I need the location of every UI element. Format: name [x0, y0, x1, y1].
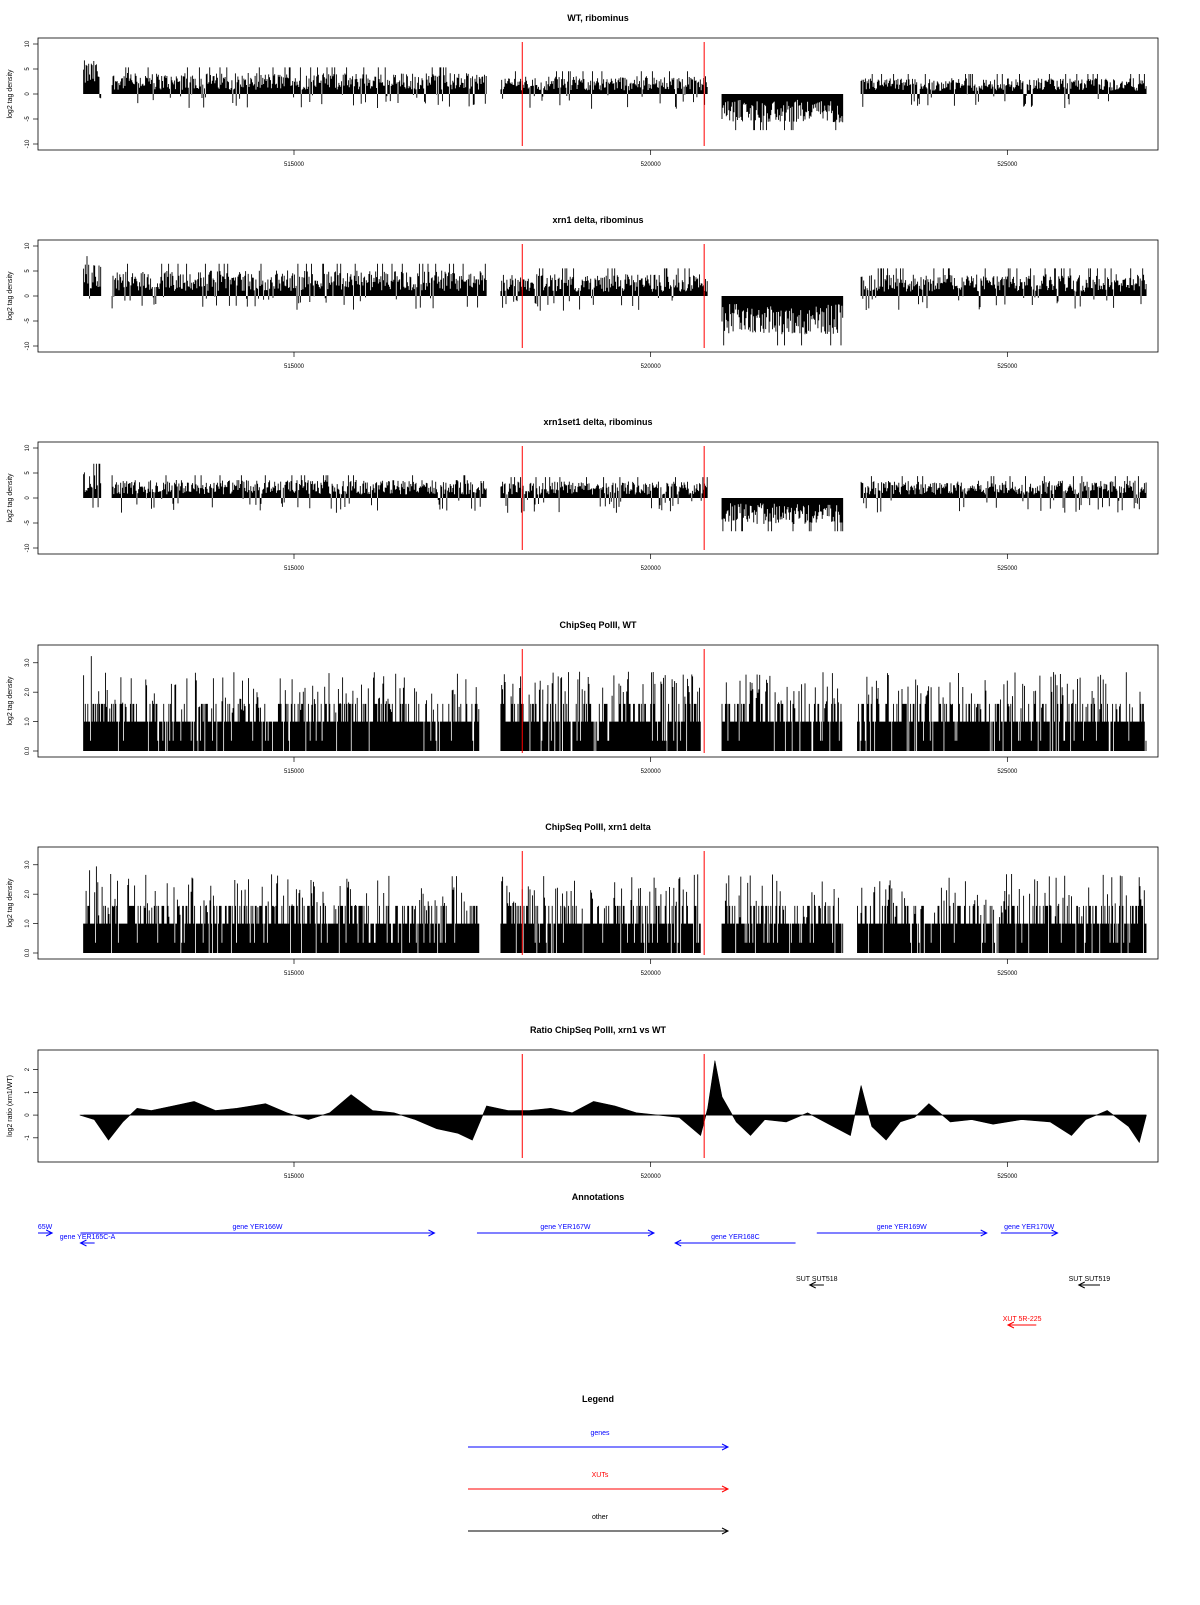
feature-label: gene YER166W [232, 1224, 283, 1231]
panel-title: xrn1set1 delta, ribominus [543, 417, 653, 427]
chart-panel-3 [7, 417, 1158, 572]
y-tick-label: 0 [25, 92, 31, 96]
feature-label: SUT SUT519 [1068, 1276, 1111, 1283]
x-tick-label: 520000 [640, 162, 661, 168]
y-tick-label: 3.0 [25, 658, 31, 667]
x-tick-label: 520000 [640, 566, 661, 572]
y-axis-label: log2 tag density [7, 271, 14, 321]
x-tick-label: 525000 [997, 364, 1018, 370]
x-tick-label: 520000 [640, 971, 661, 977]
panel-title: Ratio ChipSeq PolII, xrn1 vs WT [529, 1025, 667, 1035]
y-tick-label: 1.0 [25, 919, 31, 928]
y-axis-label: log2 tag density [7, 473, 14, 523]
y-tick-label: 10 [25, 40, 31, 48]
legend-label: XUTs [591, 1472, 609, 1479]
data-bars [84, 866, 1146, 953]
y-tick-label: -5 [25, 520, 31, 526]
y-tick-label: 3.0 [25, 860, 31, 869]
x-tick-label: 515000 [283, 1174, 305, 1180]
feature-label: 65W [37, 1224, 53, 1231]
y-tick-label: 1.0 [25, 717, 31, 726]
y-tick-label: -10 [25, 139, 31, 149]
x-tick-label: 525000 [997, 769, 1018, 775]
y-tick-label: 2.0 [25, 688, 31, 697]
y-tick-label: 0.0 [25, 948, 31, 958]
feature-label: gene YER168C [711, 1234, 760, 1241]
y-tick-label: 0 [25, 294, 31, 298]
data-bars [84, 256, 1147, 345]
x-tick-label: 515000 [283, 566, 305, 572]
y-tick-label: -5 [25, 116, 31, 122]
y-tick-label: 10 [25, 242, 31, 250]
legend-label: other [592, 1514, 608, 1521]
legend [468, 1394, 728, 1534]
x-tick-label: 515000 [283, 971, 305, 977]
y-axis-label: log2 tag density [7, 878, 14, 928]
y-tick-label: 0.0 [25, 746, 31, 756]
x-tick-label: 525000 [997, 1174, 1018, 1180]
ratio-area [80, 1061, 1146, 1143]
y-tick-label: 2.0 [25, 890, 31, 899]
y-tick-label: 0 [25, 1113, 31, 1117]
y-axis-label: log2 tag density [7, 676, 14, 726]
legend-label: genes [590, 1430, 610, 1437]
panel-title: ChipSeq PolII, xrn1 delta [545, 822, 651, 832]
y-tick-label: -5 [25, 318, 31, 324]
panel-title: WT, ribominus [567, 13, 629, 23]
chart-panel-4 [7, 620, 1158, 775]
feature-label: gene YER170W [1004, 1224, 1055, 1231]
y-tick-label: -1 [25, 1135, 31, 1141]
y-tick-label: 2 [25, 1067, 31, 1072]
y-tick-label: -10 [25, 543, 31, 553]
data-bars [84, 656, 1146, 751]
x-tick-label: 520000 [640, 769, 661, 775]
y-axis-label: log2 tag density [7, 69, 14, 119]
feature-label: SUT SUT518 [796, 1276, 838, 1283]
panel-title: xrn1 delta, ribominus [552, 215, 644, 225]
chart-panel-2 [7, 215, 1158, 370]
x-tick-label: 520000 [640, 1174, 661, 1180]
x-tick-label: 525000 [997, 971, 1018, 977]
x-tick-label: 525000 [997, 162, 1018, 168]
y-tick-label: 1 [25, 1090, 31, 1095]
y-tick-label: 5 [25, 269, 31, 273]
y-tick-label: 0 [25, 496, 31, 500]
feature-label: gene YER167W [540, 1224, 591, 1231]
x-tick-label: 520000 [640, 364, 661, 370]
y-tick-label: 5 [25, 471, 31, 475]
chart-panel-5 [7, 822, 1158, 977]
x-tick-label: 515000 [283, 769, 305, 775]
y-tick-label: -10 [25, 341, 31, 351]
data-bars [84, 464, 1147, 532]
chart-panel-6 [7, 1025, 1158, 1180]
feature-label: XUT 5R-225 [1002, 1316, 1042, 1323]
legend-title: Legend [581, 1394, 615, 1404]
feature-label: gene YER169W [876, 1224, 927, 1231]
chart-panel-1 [7, 13, 1158, 168]
x-tick-label: 525000 [997, 566, 1018, 572]
y-axis-label: log2 ratio (xrn1/WT) [7, 1075, 14, 1137]
x-tick-label: 515000 [283, 162, 305, 168]
y-tick-label: 10 [25, 444, 31, 452]
x-tick-label: 515000 [283, 364, 305, 370]
annotations-track [38, 1192, 1110, 1328]
panel-title: ChipSeq PolII, WT [559, 620, 637, 630]
y-tick-label: 5 [25, 67, 31, 71]
data-bars [84, 60, 1147, 130]
feature-label: gene YER165C-A [59, 1234, 116, 1241]
annotations-title: Annotations [571, 1192, 625, 1202]
